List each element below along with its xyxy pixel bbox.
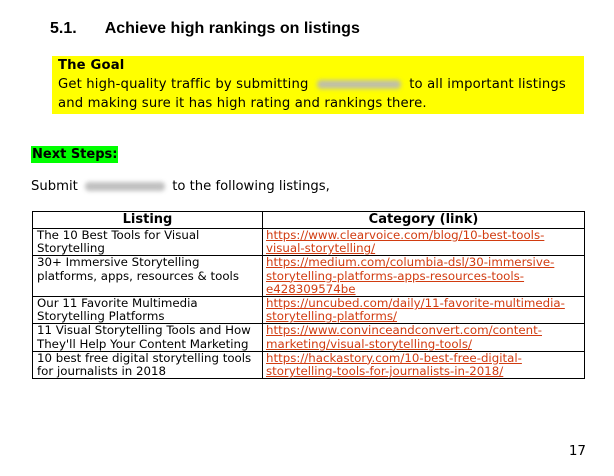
listing-link[interactable]: https://hackastory.com/10-best-free-digital-storytelling-tools-for-journalists-in-2018/ — [263, 351, 585, 378]
listing-cell: 30+ Immersive Storytelling platforms, apps, resources & tools — [33, 256, 263, 297]
listing-cell: Our 11 Favorite Multimedia Storytelling Platforms — [33, 297, 263, 324]
section-heading — [50, 20, 360, 38]
section-number: 5.1. — [50, 20, 77, 37]
listing-link[interactable]: https://www.clearvoice.com/blog/10-best-tools-visual-storytelling/ — [263, 229, 585, 256]
goal-text-after: to all important listings and making sure it has high rating and rankings there. — [58, 77, 566, 111]
listings-table — [32, 211, 585, 379]
listing-link[interactable]: https://www.convinceandconvert.com/content-marketing/visual-storytelling-tools/ — [263, 324, 585, 351]
listing-cell: 11 Visual Storytelling Tools and How They'll Help Your Content Marketing — [33, 324, 263, 351]
goal-box — [52, 56, 584, 114]
header-category-link: Category (link) — [263, 212, 585, 229]
redacted-product-name-2 — [85, 182, 165, 191]
listing-link[interactable]: https://uncubed.com/daily/11-favorite-multimedia-storytelling-platforms/ — [263, 297, 585, 324]
next-steps-label: Next Steps: — [32, 147, 118, 162]
page-number: 17 — [568, 443, 586, 459]
table-row — [33, 297, 585, 324]
submit-after: to the following listings, — [172, 179, 330, 194]
header-listing: Listing — [33, 212, 263, 229]
submit-before: Submit — [31, 179, 78, 194]
table-row — [33, 229, 585, 256]
section-title: Achieve high rankings on listings — [104, 20, 360, 37]
listing-cell: The 10 Best Tools for Visual Storytelling — [33, 229, 263, 256]
table-row — [33, 324, 585, 351]
listing-cell: 10 best free digital storytelling tools for journalists in 2018 — [33, 351, 263, 378]
goal-title: The Goal — [58, 58, 125, 73]
table-row — [33, 351, 585, 378]
table-row — [33, 256, 585, 297]
table-header-row — [33, 212, 585, 229]
redacted-product-name — [317, 80, 401, 89]
listing-link[interactable]: https://medium.com/columbia-dsl/30-immersive-storytelling-platforms-apps-resources-tools-e428309574be — [263, 256, 585, 297]
goal-text-before: Get high-quality traffic by submitting — [58, 77, 309, 92]
submit-sentence — [31, 178, 330, 196]
